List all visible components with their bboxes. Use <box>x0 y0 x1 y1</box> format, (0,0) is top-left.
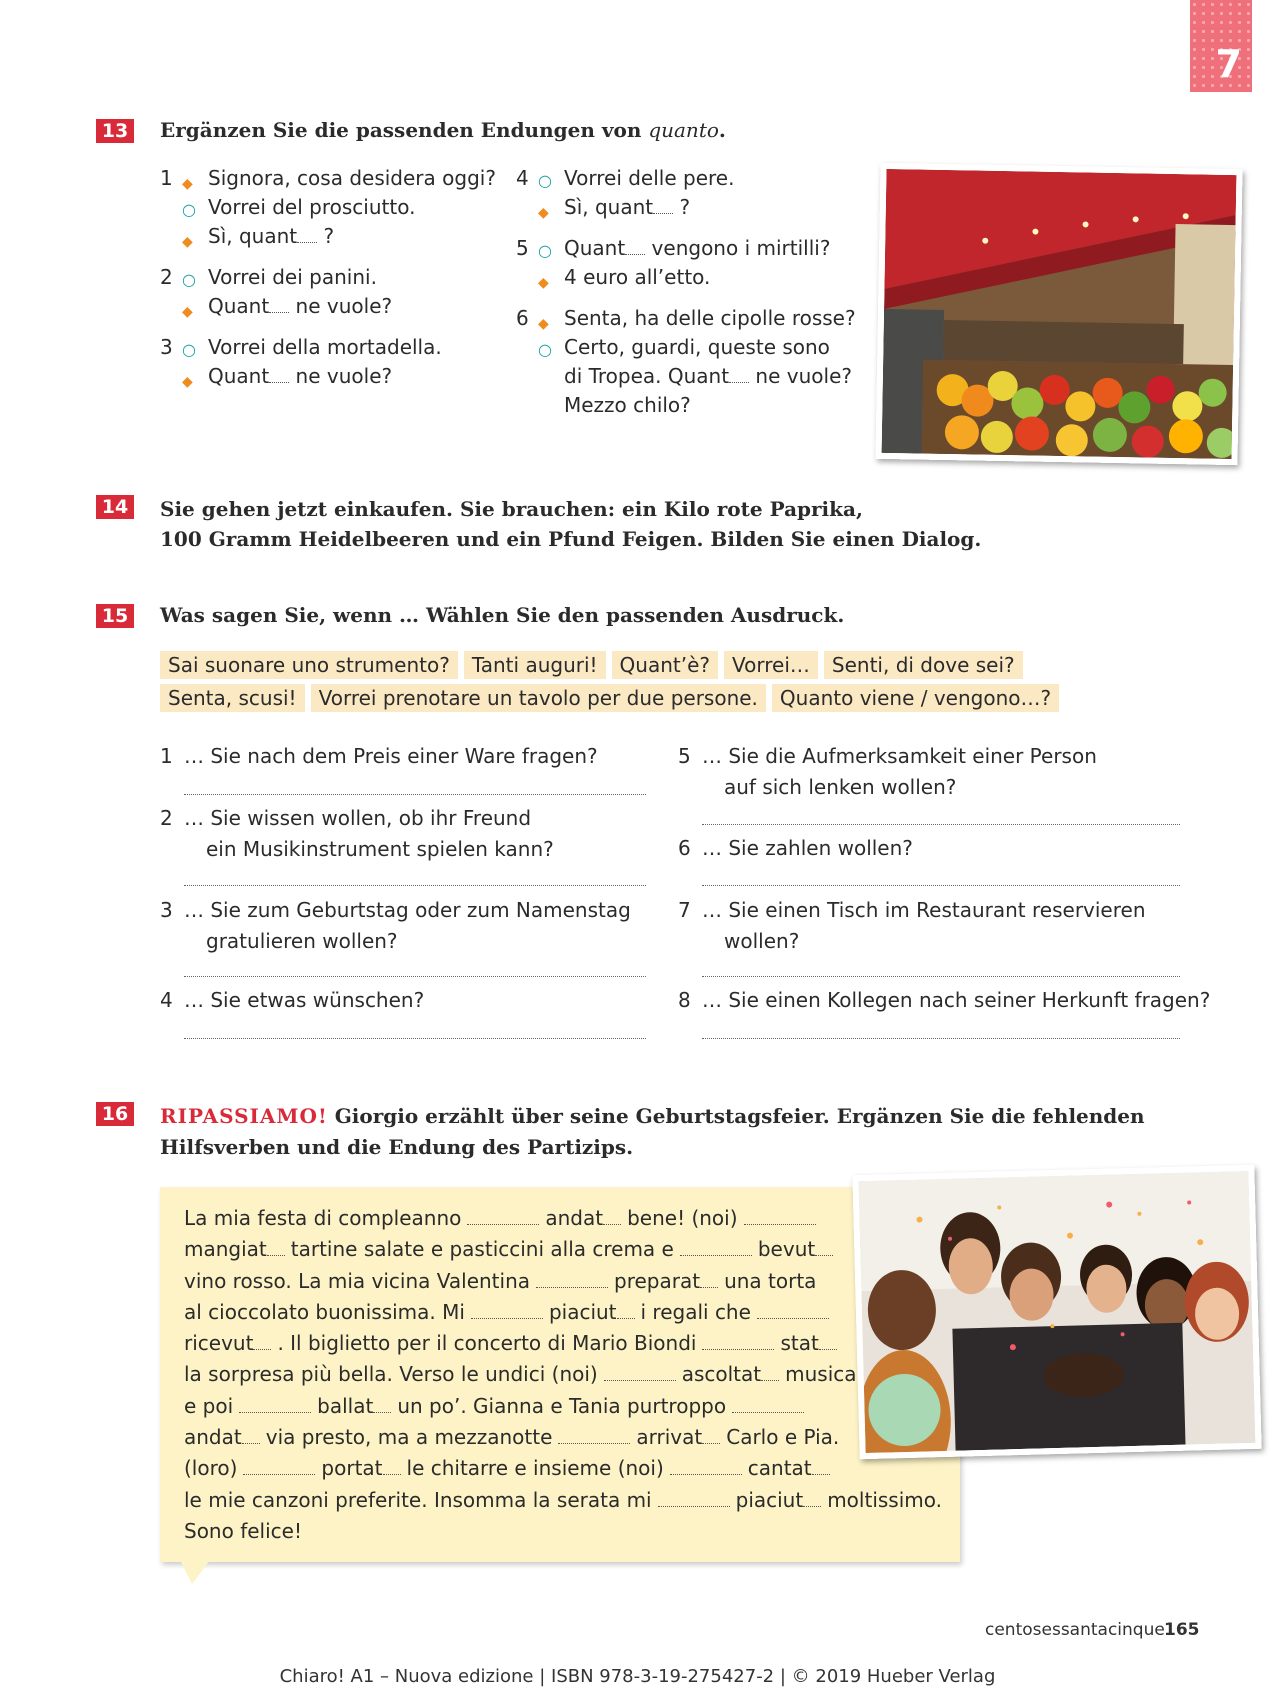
story-text-part: via presto, ma a mezzanotte <box>265 1425 553 1450</box>
answer-line[interactable] <box>184 1037 646 1039</box>
story-text-part: mangiat <box>184 1237 267 1262</box>
exercise-number: 14 <box>96 495 134 519</box>
story-text-part: arrivat <box>636 1425 703 1450</box>
participle-ending-blank[interactable] <box>819 1331 837 1350</box>
circle-marker-icon: ○ <box>538 241 552 260</box>
birthday-party-image <box>859 1171 1256 1453</box>
question-number: 5 <box>678 744 691 768</box>
auxiliary-verb-blank[interactable] <box>744 1206 816 1225</box>
participle-ending-blank[interactable] <box>383 1456 401 1475</box>
dialogue-text <box>564 362 852 390</box>
story-text-part: le chitarre e insieme (noi) <box>406 1456 664 1481</box>
page-number: 165 <box>1164 1620 1200 1640</box>
auxiliary-verb-blank[interactable] <box>467 1206 539 1225</box>
participle-ending-blank[interactable] <box>702 1425 720 1444</box>
story-line <box>184 1485 954 1516</box>
dialogue-text <box>208 222 334 250</box>
chapter-number: 7 <box>1215 42 1242 86</box>
story-text-part: bevut <box>757 1237 816 1262</box>
exercise-13-column-2 <box>516 164 856 454</box>
story-text-part: (loro) <box>184 1456 238 1481</box>
speech-pointer <box>180 1560 210 1586</box>
circle-marker-icon: ○ <box>538 340 552 359</box>
item-number: 5 <box>516 236 529 260</box>
auxiliary-verb-blank[interactable] <box>732 1394 804 1413</box>
dialogue-line <box>160 193 490 221</box>
question-text: wollen? <box>724 929 800 953</box>
story-text-part: ascoltat <box>681 1362 762 1387</box>
dialogue-text-part: Quant <box>564 236 626 260</box>
dialogue-line <box>516 391 856 419</box>
auxiliary-verb-blank[interactable] <box>604 1362 676 1381</box>
item-number: 1 <box>160 166 173 190</box>
dialogue-text-part: Quant <box>208 364 270 388</box>
answer-line[interactable] <box>702 823 1180 825</box>
dialogue-text-part: Vorrei dei panini. <box>208 265 377 289</box>
answer-line[interactable] <box>184 884 646 886</box>
question-text: … Sie einen Kollegen nach seiner Herkunft fragen? <box>702 988 1211 1012</box>
dialogue-text-part: Vorrei della mortadella. <box>208 335 442 359</box>
dialogue-text-part: Signora, cosa desidera oggi? <box>208 166 496 190</box>
participle-ending-blank[interactable] <box>700 1269 718 1288</box>
story-text-part: stat <box>780 1331 819 1356</box>
dialogue-text-part: Quant <box>208 294 270 318</box>
story-text-part: le mie canzoni preferite. Insomma la serata mi <box>184 1487 652 1512</box>
diamond-marker-icon: ◆ <box>538 205 549 221</box>
participle-ending-blank[interactable] <box>253 1331 271 1350</box>
exercise-title: Was sagen Sie, wenn … Wählen Sie den passenden Ausdruck. <box>160 603 845 627</box>
dialogue-text-part: Mezzo chilo? <box>564 393 691 417</box>
dialogue-line <box>160 222 490 250</box>
exercise-title: Ergänzen Sie die passenden Endungen von quanto. <box>160 118 726 142</box>
auxiliary-verb-blank[interactable] <box>757 1300 829 1319</box>
expression-chip: Senti, di dove sei? <box>824 651 1023 679</box>
dialogue-text <box>208 164 496 192</box>
story-line <box>184 1359 954 1390</box>
question-text: ein Musikinstrument spielen kann? <box>206 837 554 861</box>
auxiliary-verb-blank[interactable] <box>670 1456 742 1475</box>
exercise-title <box>160 494 981 554</box>
exercise-title: RIPASSIAMO! Giorgio erzählt über seine Geburtstagsfeier. Ergänzen Sie die fehlenden Hilfsverben und die Endung des Partizips. <box>160 1101 1145 1163</box>
question-number: 2 <box>160 806 173 830</box>
answer-line[interactable] <box>702 884 1180 886</box>
question-text: … Sie etwas wünschen? <box>184 988 425 1012</box>
answer-line[interactable] <box>702 1037 1180 1039</box>
dialogue-text-part: di Tropea. Quant <box>564 364 730 388</box>
dialogue-text <box>564 391 691 419</box>
market-photo <box>875 163 1242 465</box>
dialogue-text <box>208 263 377 291</box>
item-number: 4 <box>516 166 529 190</box>
diamond-marker-icon: ◆ <box>538 275 549 291</box>
party-photo <box>852 1165 1261 1459</box>
participle-ending-blank[interactable] <box>803 1488 821 1507</box>
dialogue-text <box>564 263 710 291</box>
ending-blank[interactable] <box>297 224 317 243</box>
dialogue-text-part: ne vuole? <box>289 364 393 388</box>
story-text-part: andat <box>184 1425 242 1450</box>
dialogue-text-part: Certo, guardi, queste sono <box>564 335 830 359</box>
dialogue-line <box>160 164 496 192</box>
story-text-part: piaciut <box>548 1299 617 1324</box>
dialogue-text <box>564 304 856 332</box>
dialogue-line <box>160 333 490 361</box>
story-text-part: andat <box>545 1206 604 1230</box>
dialogue-line <box>516 362 856 390</box>
story-text <box>184 1203 954 1547</box>
story-text-part: bene! (noi) <box>627 1206 738 1230</box>
story-text-part: i regali che <box>640 1299 751 1324</box>
exercise-14-line-2: 100 Gramm Heidelbeeren und ein Pfund Feigen. Bilden Sie einen Dialog. <box>160 527 982 551</box>
story-text-part: Sono felice! <box>184 1518 302 1543</box>
dialogue-line <box>160 263 490 291</box>
story-text-part: musica <box>785 1362 857 1387</box>
question-text: auf sich lenken wollen? <box>724 775 957 799</box>
expression-chip: Tanti auguri! <box>464 651 606 679</box>
dialogue-text-part: Vorrei delle pere. <box>564 166 735 190</box>
story-text-part: preparat <box>614 1268 701 1293</box>
answer-line[interactable] <box>184 793 646 795</box>
dialogue-line <box>516 304 856 332</box>
dialogue-text <box>208 362 392 390</box>
item-number: 3 <box>160 335 173 359</box>
expression-chip: Vorrei… <box>724 651 818 679</box>
auxiliary-verb-blank[interactable] <box>658 1488 730 1507</box>
story-text-part: un po’. Gianna e Tania purtroppo <box>397 1393 727 1418</box>
dialogue-text <box>208 292 392 320</box>
story-text-part: al cioccolato buonissima. Mi <box>184 1299 465 1324</box>
story-text-part: . Il biglietto per il concerto di Mario Biondi <box>277 1331 697 1356</box>
exercise-number: 13 <box>96 119 134 143</box>
participle-ending-blank[interactable] <box>242 1425 260 1444</box>
expression-chip: Sai suonare uno strumento? <box>160 651 458 679</box>
dialogue-text-part: ne vuole? <box>289 294 393 318</box>
story-text-part: Carlo e Pia. <box>726 1425 840 1450</box>
story-line <box>184 1391 954 1422</box>
story-line <box>184 1453 954 1484</box>
story-line <box>184 1266 954 1297</box>
story-text-part: la sorpresa più bella. Verso le undici (noi) <box>184 1362 598 1387</box>
item-number: 2 <box>160 265 173 289</box>
chapter-tab <box>1190 0 1252 92</box>
auxiliary-verb-blank[interactable] <box>702 1331 774 1350</box>
dialogue-text-part: Sì, quant <box>564 195 654 219</box>
chip-row <box>160 684 1052 712</box>
circle-marker-icon: ○ <box>538 171 552 190</box>
dialogue-line <box>516 333 856 361</box>
participle-ending-blank[interactable] <box>373 1394 391 1413</box>
dialogue-text <box>564 333 830 361</box>
dialogue-line <box>160 362 490 390</box>
dialogue-text-part: Vorrei del prosciutto. <box>208 195 416 219</box>
question-text: … Sie zum Geburtstag oder zum Namenstag <box>184 898 631 922</box>
story-line <box>184 1422 954 1453</box>
story-line <box>184 1203 954 1234</box>
expression-chip: Quant’è? <box>612 651 718 679</box>
question-text: … Sie zahlen wollen? <box>702 836 913 860</box>
circle-marker-icon: ○ <box>182 200 196 219</box>
market-stall-image <box>882 169 1237 459</box>
dialogue-text-part: ? <box>317 224 335 248</box>
exercise-number: 16 <box>96 1102 134 1126</box>
dialogue-text <box>564 164 734 192</box>
story-line <box>184 1297 954 1328</box>
exercise-14-line-1: Sie gehen jetzt einkaufen. Sie brauchen: ein Kilo rote Paprika, <box>160 497 863 521</box>
ending-blank[interactable] <box>625 236 645 255</box>
dialogue-line <box>516 193 856 221</box>
ending-blank[interactable] <box>269 294 289 313</box>
dialogue-line <box>516 164 856 192</box>
story-line <box>184 1234 954 1265</box>
question-text: … Sie nach dem Preis einer Ware fragen? <box>184 744 598 768</box>
diamond-marker-icon: ◆ <box>538 316 549 332</box>
story-line <box>184 1328 954 1359</box>
ending-blank[interactable] <box>653 195 673 214</box>
question-text: … Sie einen Tisch im Restaurant reservieren <box>702 898 1146 922</box>
dialogue-text <box>208 333 442 361</box>
auxiliary-verb-blank[interactable] <box>536 1269 608 1288</box>
answer-line[interactable] <box>702 975 1180 977</box>
question-text: gratulieren wollen? <box>206 929 398 953</box>
dialogue-text-part: Senta, ha delle cipolle rosse? <box>564 306 856 330</box>
question-number: 4 <box>160 988 173 1012</box>
item-number: 6 <box>516 306 529 330</box>
participle-ending-blank[interactable] <box>815 1237 833 1256</box>
question-number: 1 <box>160 744 173 768</box>
participle-ending-blank[interactable] <box>617 1300 635 1319</box>
dialogue-line <box>516 234 856 262</box>
expression-chip: Senta, scusi! <box>160 684 305 712</box>
participle-ending-blank[interactable] <box>603 1206 621 1225</box>
expression-chips <box>160 651 1052 717</box>
auxiliary-verb-blank[interactable] <box>471 1300 543 1319</box>
story-text-part: moltissimo. <box>827 1487 942 1512</box>
dialogue-text-part: ne vuole? <box>749 364 852 388</box>
story-text-part: e poi <box>184 1393 234 1418</box>
story-text-part: cantat <box>747 1456 812 1481</box>
diamond-marker-icon: ◆ <box>182 374 193 390</box>
story-line <box>184 1516 954 1547</box>
dialogue-line <box>160 292 490 320</box>
footer-copyright: Chiaro! A1 – Nuova edizione | ISBN 978-3-19-275427-2 | © 2019 Hueber Verlag <box>279 1666 996 1687</box>
ending-blank[interactable] <box>269 364 289 383</box>
story-text-part: piaciut <box>735 1487 804 1512</box>
question-text: … Sie wissen wollen, ob ihr Freund <box>184 806 532 830</box>
expression-chip: Vorrei prenotare un tavolo per due persone. <box>311 684 766 712</box>
diamond-marker-icon: ◆ <box>182 176 193 192</box>
answer-line[interactable] <box>184 975 646 977</box>
story-text-part: portat <box>321 1456 383 1481</box>
circle-marker-icon: ○ <box>182 340 196 359</box>
dialogue-line <box>516 263 856 291</box>
question-number: 7 <box>678 898 691 922</box>
dialogue-text <box>208 193 415 221</box>
page-word: centosessantacinque <box>985 1620 1165 1640</box>
auxiliary-verb-blank[interactable] <box>680 1237 752 1256</box>
auxiliary-verb-blank[interactable] <box>558 1425 630 1444</box>
dialogue-text-part: ? <box>673 195 691 219</box>
story-text-part: vino rosso. La mia vicina Valentina <box>184 1268 531 1293</box>
participle-ending-blank[interactable] <box>267 1237 285 1256</box>
exercise-13-column-1 <box>160 164 496 424</box>
story-text-part: ballat <box>317 1393 374 1418</box>
dialogue-text-part: Sì, quant <box>208 224 298 248</box>
expression-chip: Quanto viene / vengono…? <box>772 684 1059 712</box>
auxiliary-verb-blank[interactable] <box>239 1394 311 1413</box>
story-text-part: ricevut <box>184 1331 254 1356</box>
exercise-15-questions <box>160 741 1211 1061</box>
question-number: 8 <box>678 988 691 1012</box>
dialogue-text <box>564 234 830 262</box>
diamond-marker-icon: ◆ <box>182 304 193 320</box>
ripassiamo-label: RIPASSIAMO! <box>160 1104 328 1128</box>
exercise-number: 15 <box>96 604 134 628</box>
story-text-part: una torta <box>724 1268 817 1293</box>
participle-ending-blank[interactable] <box>761 1362 779 1381</box>
story-text-part: La mia festa di compleanno <box>184 1206 462 1230</box>
diamond-marker-icon: ◆ <box>182 234 193 250</box>
chip-row <box>160 651 1020 679</box>
question-number: 3 <box>160 898 173 922</box>
circle-marker-icon: ○ <box>182 270 196 289</box>
exercise-16-title-line-2: Hilfsverben und die Endung des Partizips. <box>160 1135 634 1159</box>
ending-blank[interactable] <box>729 364 749 383</box>
dialogue-text <box>564 193 690 221</box>
auxiliary-verb-blank[interactable] <box>243 1456 315 1475</box>
participle-ending-blank[interactable] <box>812 1456 830 1475</box>
dialogue-text-part: 4 euro all’etto. <box>564 265 711 289</box>
question-number: 6 <box>678 836 691 860</box>
question-text: … Sie die Aufmerksamkeit einer Person <box>702 744 1097 768</box>
story-text-part: tartine salate e pasticcini alla crema e <box>290 1237 674 1262</box>
dialogue-text-part: vengono i mirtilli? <box>645 236 831 260</box>
